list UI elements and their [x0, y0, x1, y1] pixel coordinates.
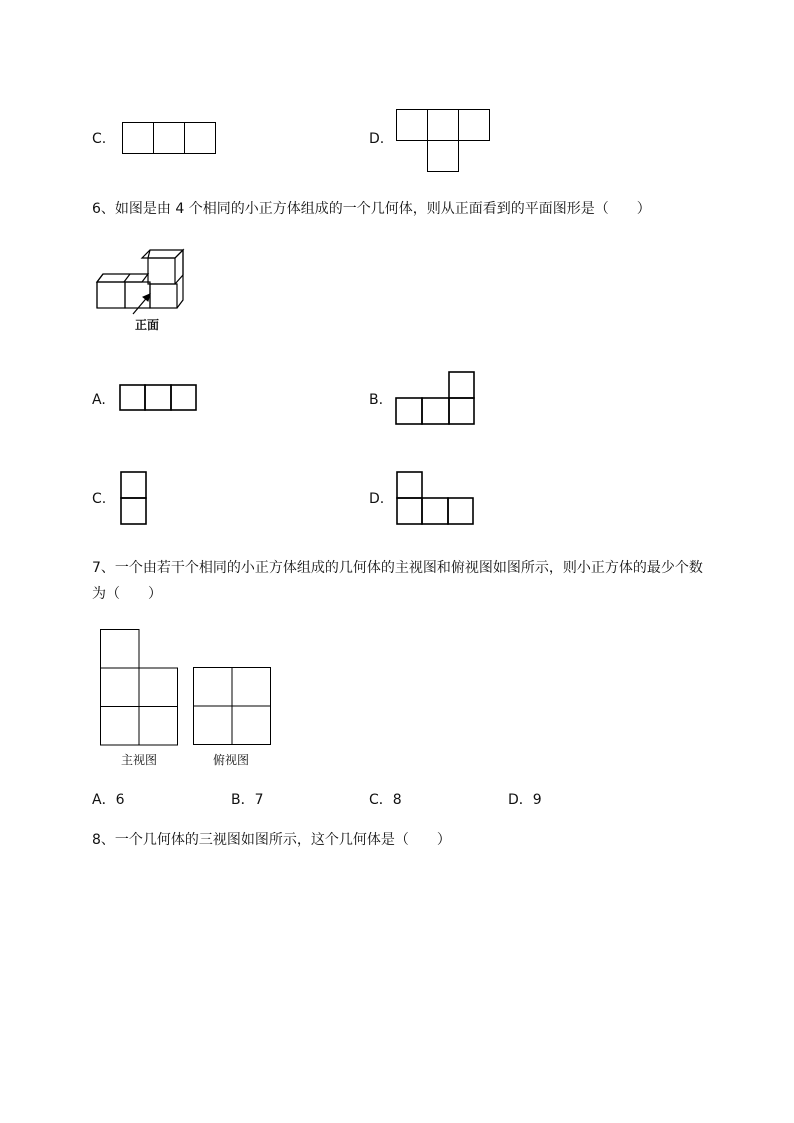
- q7-top-view-label: 俯视图: [212, 753, 249, 767]
- q7-option-b[interactable]: B．7: [231, 792, 264, 808]
- q7-text-line1: 7、一个由若干个相同的小正方体组成的几何体的主视图和俯视图如图所示，则小正方体的最少个数: [92, 560, 703, 576]
- q6-text: 6、如图是由 4 个相同的小正方体组成的一个几何体，则从正面看到的平面图形是（ ）: [92, 201, 651, 217]
- square: [154, 123, 185, 154]
- square: [101, 707, 140, 746]
- square: [449, 372, 474, 398]
- square: [123, 123, 154, 154]
- square: [121, 472, 146, 498]
- q6-option-d-figure[interactable]: [396, 471, 475, 527]
- square: [428, 110, 459, 141]
- square: [397, 472, 422, 498]
- q7-text-line2: 为（ ）: [92, 586, 162, 602]
- square: [171, 385, 196, 410]
- q6-front-label: 正面: [134, 318, 159, 332]
- q7-option-c[interactable]: C．8: [369, 792, 402, 808]
- prev-option-c-figure[interactable]: [122, 122, 216, 154]
- q7-front-view: [100, 629, 179, 747]
- square: [185, 123, 216, 154]
- square: [422, 498, 448, 524]
- cube-edge: [175, 275, 183, 284]
- q6-option-c-label[interactable]: C.: [92, 491, 107, 507]
- square: [232, 668, 271, 707]
- q6-option-d-label[interactable]: D.: [369, 491, 385, 507]
- cube-front-face: [125, 282, 150, 308]
- q6-option-b-figure[interactable]: [395, 371, 476, 426]
- cube-edge: [97, 274, 103, 282]
- square: [101, 668, 140, 707]
- square: [449, 398, 474, 424]
- square: [139, 668, 178, 707]
- square: [232, 706, 271, 745]
- square: [101, 630, 140, 669]
- prev-option-d-figure[interactable]: [396, 109, 490, 172]
- square: [145, 385, 171, 410]
- prev-option-d-label[interactable]: D.: [369, 131, 385, 147]
- q8-text: 8、一个几何体的三视图如图所示，这个几何体是（ ）: [92, 832, 451, 848]
- q7-top-view: [193, 667, 272, 746]
- prev-option-c-label[interactable]: C.: [92, 131, 107, 147]
- square: [448, 498, 473, 524]
- square: [459, 110, 490, 141]
- square: [194, 668, 233, 707]
- square: [397, 110, 428, 141]
- square: [121, 498, 146, 524]
- arrow-head: [143, 294, 150, 301]
- q6-option-c-figure[interactable]: [120, 471, 148, 526]
- q7-option-a[interactable]: A．6: [92, 792, 125, 808]
- square: [194, 706, 233, 745]
- cube-front-face: [97, 282, 125, 308]
- q7-option-d[interactable]: D．9: [508, 792, 542, 808]
- square: [428, 141, 459, 172]
- square: [422, 398, 449, 424]
- q6-option-a-label[interactable]: A.: [92, 392, 106, 408]
- square: [139, 707, 178, 746]
- square: [397, 498, 422, 524]
- q6-option-b-label[interactable]: B.: [369, 392, 384, 408]
- q6-solid-figure: [95, 250, 190, 310]
- square: [396, 398, 422, 424]
- cube-front-face: [150, 284, 177, 308]
- cube-top-face: [97, 274, 148, 282]
- q6-option-a-figure[interactable]: [119, 384, 198, 411]
- cube-edge: [124, 274, 130, 282]
- q7-front-view-label: 主视图: [120, 753, 157, 767]
- cube-front-face: [148, 258, 175, 284]
- square: [120, 385, 145, 410]
